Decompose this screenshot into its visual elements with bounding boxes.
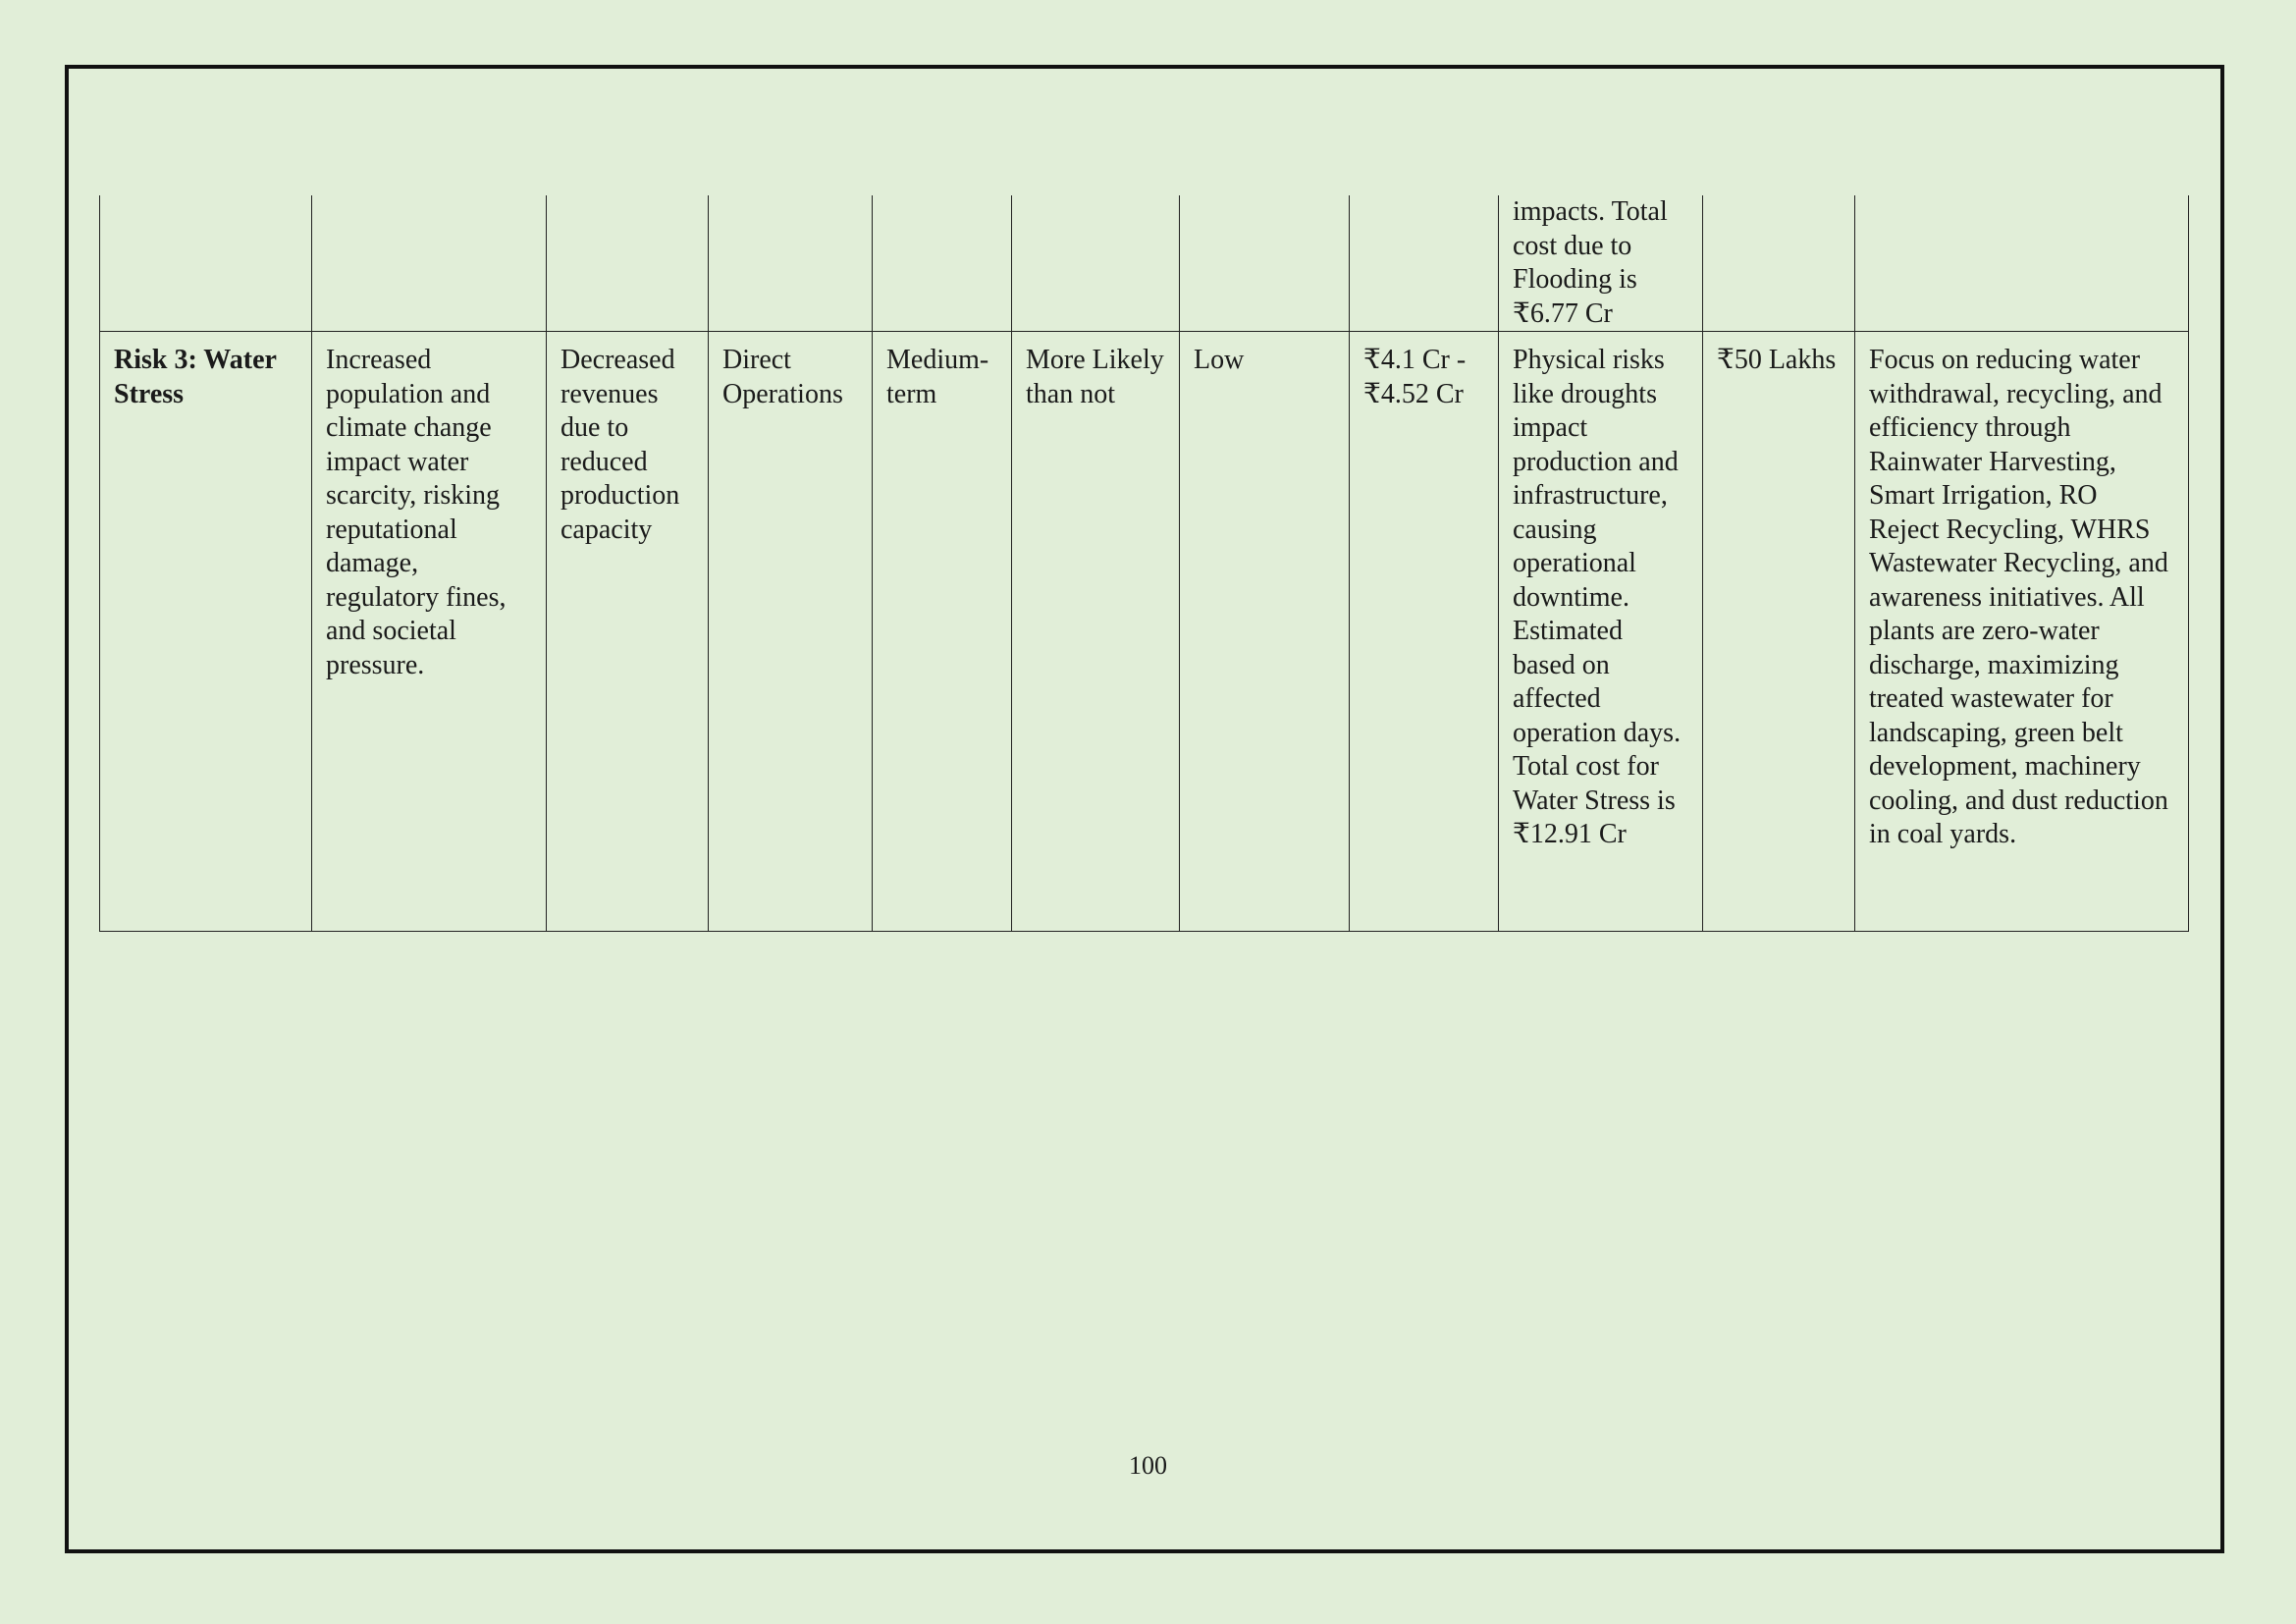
risk-description-cell: Increased population and climate change impact water scarcity, risking reputational damage, regulatory fines, and societal pressure. bbox=[312, 332, 547, 932]
table-cell bbox=[312, 195, 547, 332]
table-cell bbox=[1012, 195, 1180, 332]
risk-name-cell: Risk 3: Water Stress bbox=[100, 332, 312, 932]
cost-of-response-cell: ₹50 Lakhs bbox=[1703, 332, 1855, 932]
table-row-water-stress bbox=[100, 332, 2189, 932]
table-cell bbox=[547, 195, 709, 332]
table-cell bbox=[1855, 195, 2189, 332]
risk-table bbox=[99, 195, 2189, 932]
table-cell bbox=[1350, 195, 1499, 332]
likelihood-cell: More Likely than not bbox=[1012, 332, 1180, 932]
page-number: 100 bbox=[1129, 1451, 1167, 1480]
table-cell bbox=[100, 195, 312, 332]
time-horizon-cell: Medium-term bbox=[873, 332, 1012, 932]
risk-table-container bbox=[99, 195, 2188, 932]
table-cell bbox=[1180, 195, 1350, 332]
table-cell bbox=[1703, 195, 1855, 332]
value-chain-cell: Direct Operations bbox=[709, 332, 873, 932]
impact-cell: Decreased revenues due to reduced production capacity bbox=[547, 332, 709, 932]
financial-impact-cell: ₹4.1 Cr - ₹4.52 Cr bbox=[1350, 332, 1499, 932]
table-cell-flooding-cost: impacts. Total cost due to Flooding is ₹6.77 Cr bbox=[1499, 195, 1703, 332]
explanation-cell: Physical risks like droughts impact production and infrastructure, causing operational downtime. Estimated based on affected operation days. Total cost for Water Stress is ₹12.91 Cr bbox=[1499, 332, 1703, 932]
table-row-continued bbox=[100, 195, 2189, 332]
response-cell: Focus on reducing water withdrawal, recycling, and efficiency through Rainwater Harvesting, Smart Irrigation, RO Reject Recycling, WHRS Wastewater Recycling, and awareness initiatives. All plants are zero-water discharge, maximizing treated wastewater for landscaping, green belt development, machinery cooling, and dust reduction in coal yards. bbox=[1855, 332, 2189, 932]
magnitude-cell: Low bbox=[1180, 332, 1350, 932]
table-cell bbox=[873, 195, 1012, 332]
table-cell bbox=[709, 195, 873, 332]
